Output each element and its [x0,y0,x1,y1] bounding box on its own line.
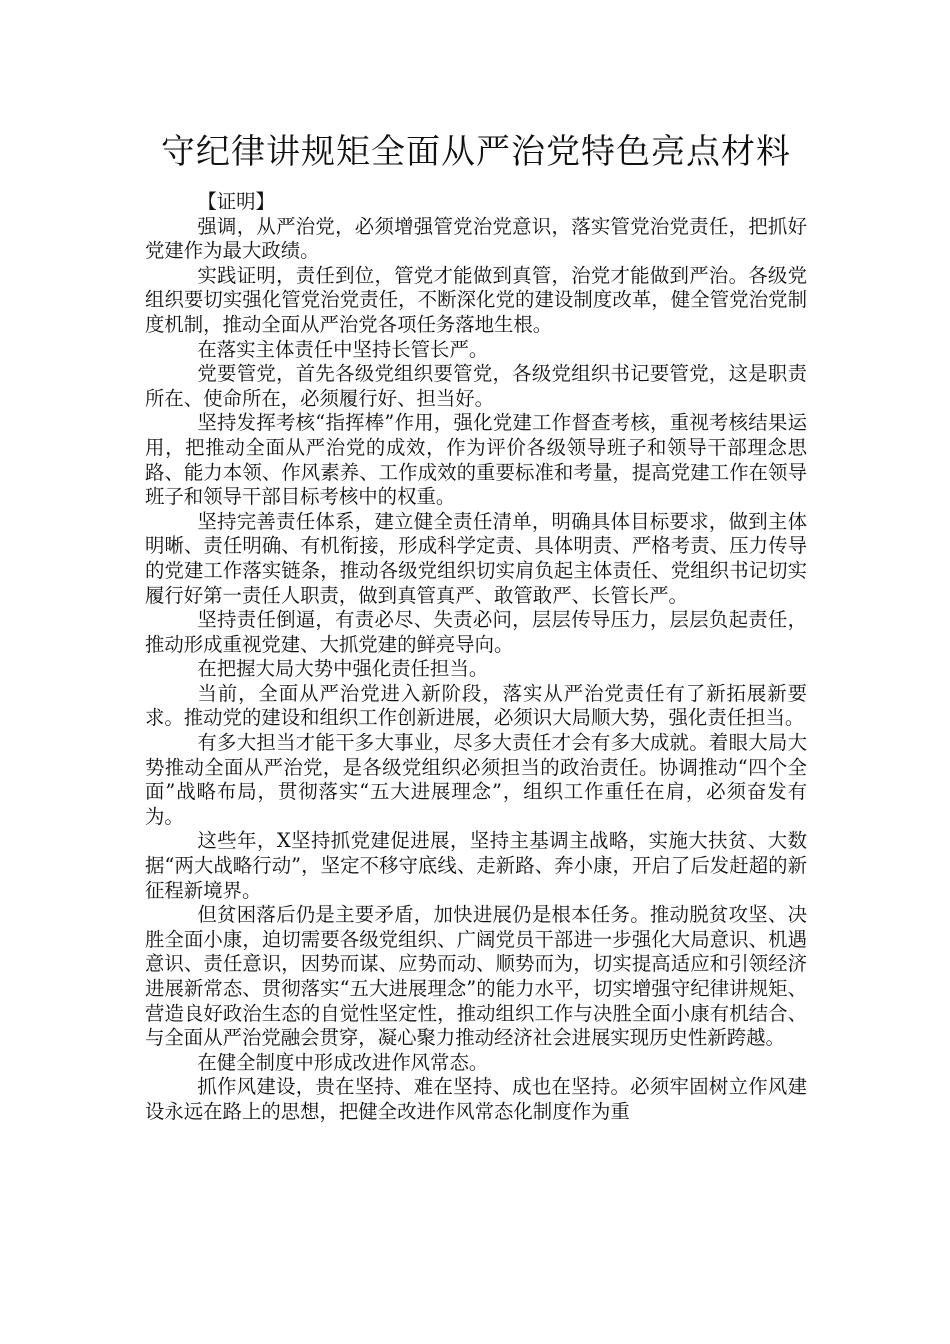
paragraph-label: 【证明】 [197,190,275,213]
section-heading: 在落实主体责任中坚持长管长严。 [197,337,489,361]
paragraph: 强调，从严治党，必须增强管党治党意识，落实管党治党责任，把抓好党建作为最大政绩。 [145,214,807,263]
paragraph: 坚持发挥考核“指挥棒”作用，强化党建工作督查考核，重视考核结果运用，把推动全面从严治党的成效，作为评价各级领导班子和领导干部理念思路、能力本领、作风素养、工作成效的重要标准和考量，提高党建工作在领导班子和领导干部目标考核中的权重。 [145,411,807,509]
paragraph: 坚持完善责任体系，建立健全责任清单，明确具体目标要求，做到主体明晰、责任明确、有机衔接，形成科学定责、具体明责、严格考责、压力传导的党建工作落实链条，推动各级党组织切实肩负起主体责任、党组织书记切实履行好第一责任人职责，做到真管真严、敢管敢严、长管长严。 [145,509,807,607]
paragraph: 坚持责任倒逼，有责必尽、失责必问，层层传导压力，层层负起责任，推动形成重视党建、大抓党建的鲜亮导向。 [145,608,807,656]
document-page [145,0,807,1125]
paragraph: 这些年，X坚持抓党建促进展，坚持主基调主战略，实施大扶贫、大数据“两大战略行动”，坚定不移守底线、走新路、奔小康，开启了后发赶超的新征程新境界。 [145,829,807,902]
paragraph: 当前，全面从严治党进入新阶段，落实从严治党责任有了新拓展新要求。推动党的建设和组织工作创新进展，必须识大局顺大势，强化责任担当。 [145,681,807,730]
paragraph: 但贫困落后仍是主要矛盾，加快进展仍是根本任务。推动脱贫攻坚、决胜全面小康，迫切需要各级党组织、广阔党员干部进一步强化大局意识、机遇意识、责任意识，因势而谋、应势而动、顺势而为，切实提高适应和引领经济进展新常态、贯彻落实“五大进展理念”的能力水平，切实增强守纪律讲规矩、营造良好政治生态的自觉性坚定性，推动组织工作与决胜全面小康有机结合、与全面从严治党融会贯穿，凝心聚力推动经济社会进展实现历史性新跨越。 [145,903,807,1050]
document-title: 守纪律讲规矩全面从严治党特色亮点材料 [161,132,791,172]
section-heading: 在健全制度中形成改进作风常态。 [197,1050,489,1074]
paragraph: 实践证明，责任到位，管党才能做到真管，治党才能做到严治。各级党组织要切实强化管党治党责任，不断深化党的建设制度改革，健全管党治党制度机制，推动全面从严治党各项任务落地生根。 [145,263,807,336]
document-body [145,190,807,1125]
paragraph: 有多大担当才能干多大事业，尽多大责任才会有多大成就。着眼大局大势推动全面从严治党，是各级党组织必须担当的政治责任。协调推动“四个全面”战略布局，贯彻落实“五大进展理念”，组织工作重任在肩，必须奋发有为。 [145,731,807,828]
paragraph: 党要管党，首先各级党组织要管党，各级党组织书记要管党，这是职责所在、使命所在，必须履行好、担当好。 [145,362,807,410]
section-heading: 在把握大局大势中强化责任担当。 [197,657,489,681]
paragraph: 抓作风建设，贵在坚持、难在坚持、成也在坚持。必须牢固树立作风建设永远在路上的思想，把健全改进作风常态化制度作为重 [145,1075,807,1123]
